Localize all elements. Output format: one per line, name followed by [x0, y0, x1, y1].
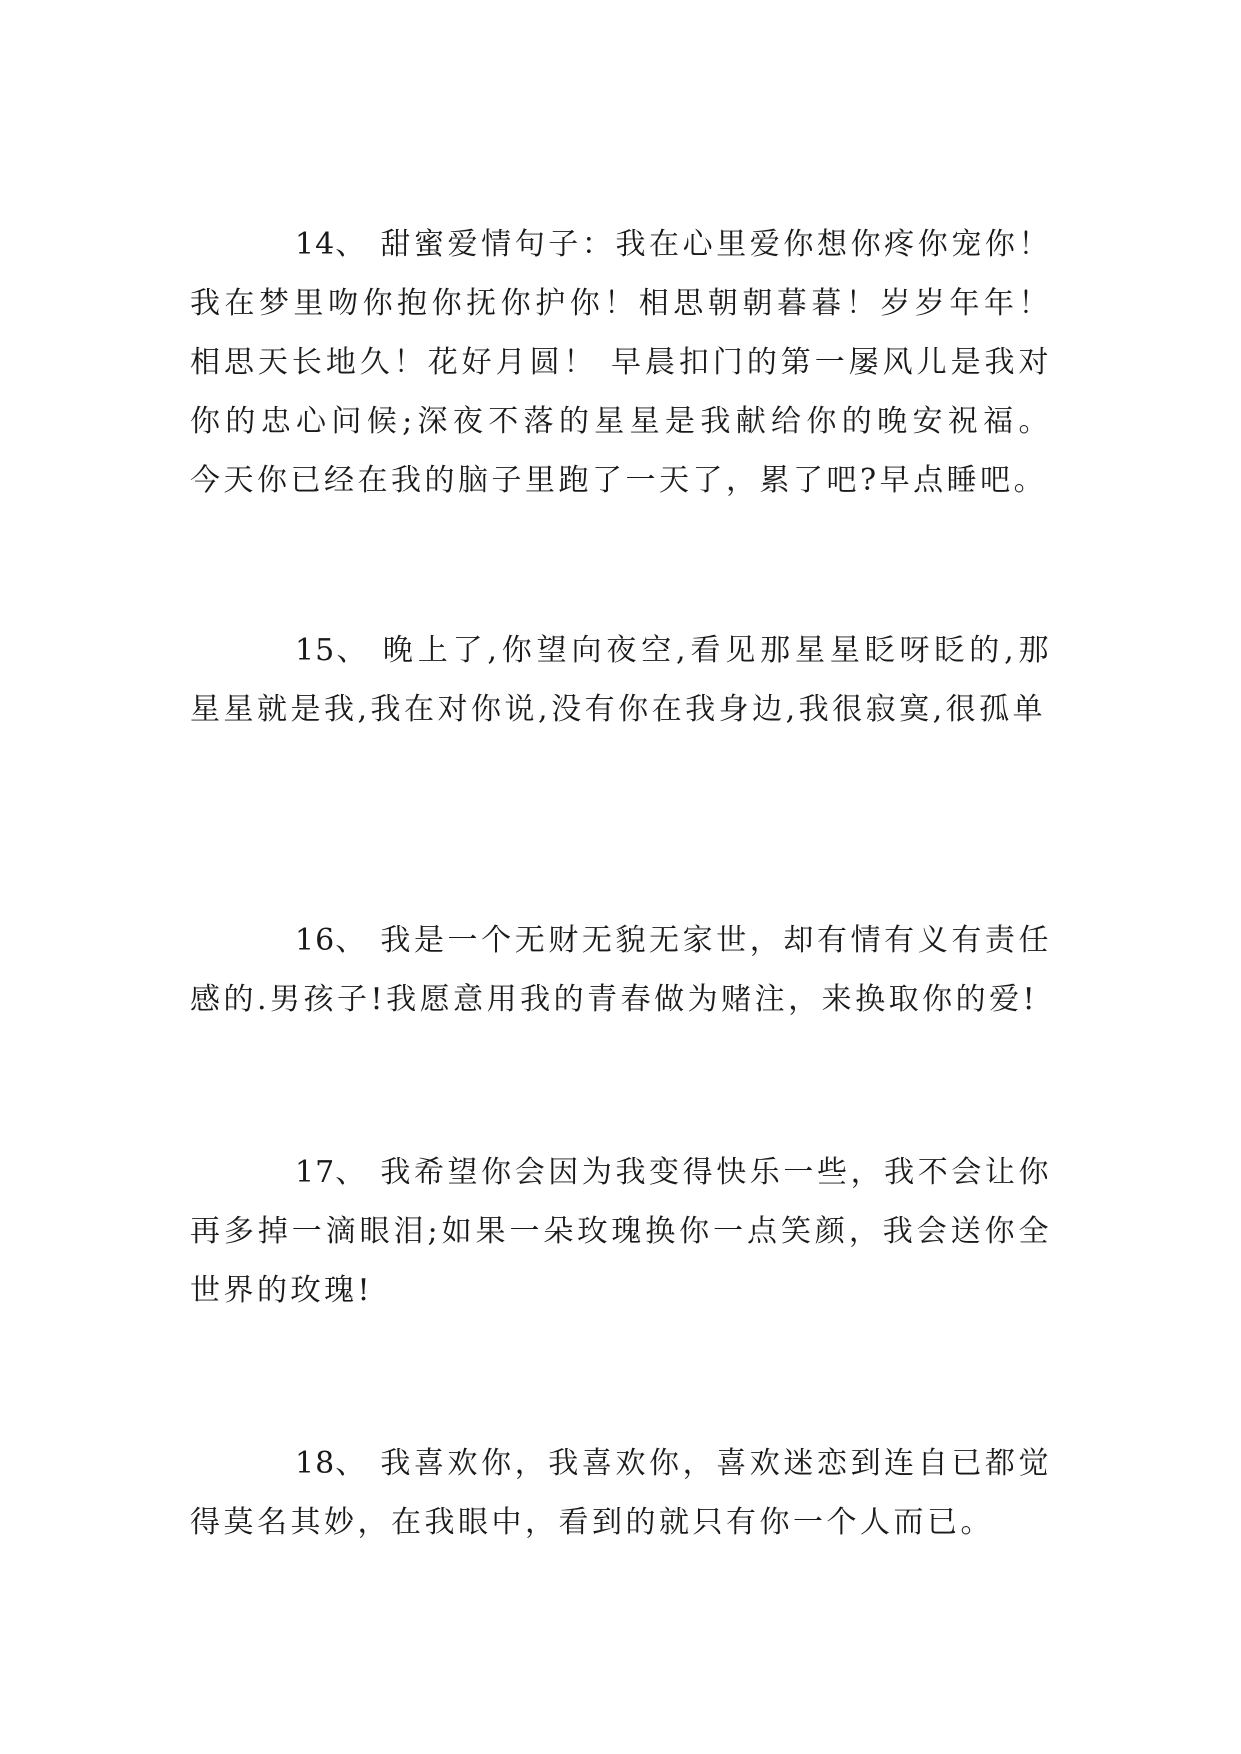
paragraph-text: 我希望你会因为我变得快乐一些，我不会让你再多掉一滴眼泪;如果一朵玫瑰换你一点笑颜，我会送你全世界的玫瑰!: [190, 1155, 1052, 1308]
paragraph-18: [190, 1434, 1052, 1552]
paragraph-16: [190, 911, 1052, 1029]
paragraph-text: 我是一个无财无貌无家世，却有情有义有责任感的.男孩子!我愿意用我的青春做为赌注，来换取你的爱!: [190, 923, 1052, 1017]
paragraph-number: 15、: [295, 633, 369, 668]
paragraph-text: 晚上了,你望向夜空,看见那星星眨呀眨的,那星星就是我,我在对你说,没有你在我身边,我很寂寞,很孤单: [190, 633, 1052, 727]
paragraph-number: 14、: [295, 227, 367, 262]
paragraph-number: 18、: [295, 1446, 367, 1481]
paragraph-14: [190, 215, 1052, 510]
paragraph-text: 我喜欢你，我喜欢你，喜欢迷恋到连自已都觉得莫名其妙，在我眼中，看到的就只有你一个人而已。: [190, 1446, 1052, 1540]
paragraph-text: 甜蜜爱情句子：我在心里爱你想你疼你宠你！我在梦里吻你抱你抚你护你！相思朝朝暮暮！岁岁年年！相思天长地久！花好月圆！ 早晨扣门的第一屡风儿是我对你的忠心问候;深夜不落的星星是我献给你的晚安祝福。 今天你已经在我的脑子里跑了一天了，累了吧?早点睡吧。: [190, 227, 1052, 498]
paragraph-number: 17、: [295, 1155, 367, 1190]
paragraph-15: [190, 621, 1052, 739]
paragraph-17: [190, 1143, 1052, 1320]
paragraph-number: 16、: [295, 923, 367, 958]
